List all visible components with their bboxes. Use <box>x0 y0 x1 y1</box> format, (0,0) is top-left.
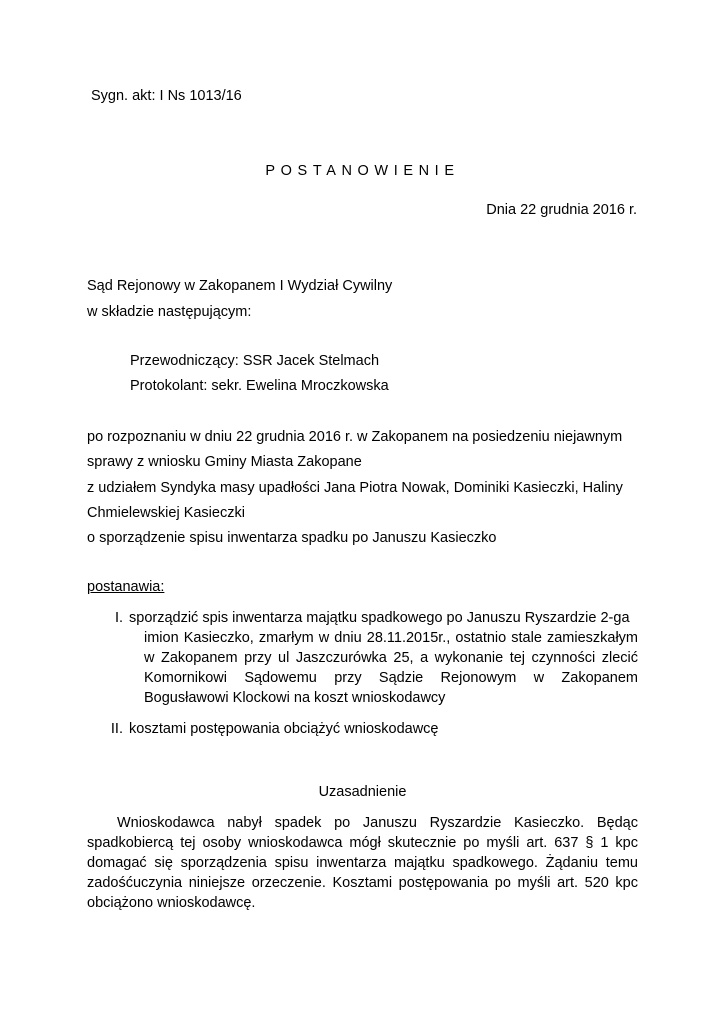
case-number: Sygn. akt: I Ns 1013/16 <box>91 88 242 104</box>
proceedings-line: o sporządzenie spisu inwentarza spadku po Januszu Kasieczko <box>87 530 497 546</box>
court-name: Sąd Rejonowy w Zakopanem I Wydział Cywilny <box>87 278 393 294</box>
court-clerk: Protokolant: sekr. Ewelina Mroczkowska <box>130 378 389 394</box>
justification-text: Wnioskodawca nabył spadek po Januszu Ryszardzie Kasieczko. Będąc spadkobiercą tej osoby wnioskodawca mógł skutecznie po myśli art. 637 § 1 kpc domagać się sporządzenia spisu inwentarza majątku spadkowego. Żądaniu temu zadośćuczynia niniejsze orzeczenie. Kosztami postępowania po myśli art. 520 kpc obciążono wnioskodawcę. <box>87 815 638 911</box>
court-chairman: Przewodniczący: SSR Jacek Stelmach <box>130 353 380 369</box>
proceedings-line: Chmielewskiej Kasieczki <box>87 505 245 521</box>
justification-heading: Uzasadnienie <box>318 784 407 800</box>
decision-item-text <box>129 608 638 708</box>
decision-item-continuation: imion Kasieczko, zmarłym w dniu 28.11.2015r., ostatnio stale zamieszkałym w Zakopanem przy ul Jaszczurówka 25, a wykonanie tej czynności zlecić Komornikowi Sądowemu przy Sądzie Rejonowym w Zakopanem Bogusławowi Klockowi na koszt wnioskodawcy <box>144 630 638 706</box>
decision-item-first-line: sporządzić spis inwentarza majątku spadkowego po Januszu Ryszardzie 2-ga <box>129 610 630 626</box>
decision-item-first-line: kosztami postępowania obciążyć wnioskodawcę <box>129 721 439 737</box>
decision-heading: postanawia: <box>87 579 165 595</box>
justification-paragraph <box>87 813 638 913</box>
decision-item-text <box>129 719 638 739</box>
court-composition-label: w składzie następującym: <box>87 304 252 320</box>
proceedings-line: z udziałem Syndyka masy upadłości Jana Piotra Nowak, Dominiki Kasieczki, Haliny <box>87 480 623 496</box>
document-title: POSTANOWIENIE <box>265 163 460 179</box>
proceedings-line: sprawy z wniosku Gminy Miasta Zakopane <box>87 454 362 470</box>
decision-item-number: I. <box>114 610 123 626</box>
proceedings-line: po rozpoznaniu w dniu 22 grudnia 2016 r. w Zakopanem na posiedzeniu niejawnym <box>87 429 623 445</box>
document-date: Dnia 22 grudnia 2016 r. <box>486 202 637 218</box>
decision-item-number: II. <box>110 721 123 737</box>
